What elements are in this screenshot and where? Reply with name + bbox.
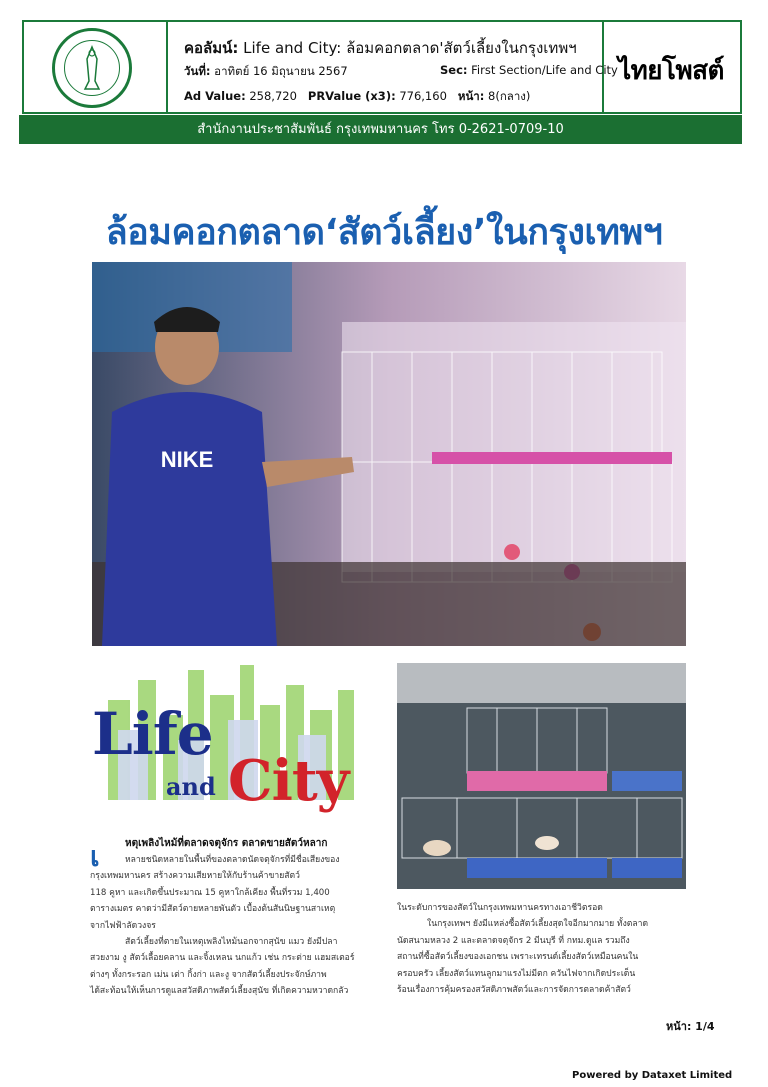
article-line: ต่างๆ ทั้งกระรอก เม่น เต่า กิ้งก่า และงู จากสัตว์เลี้ยงประจักษ์ภาพ: [90, 969, 327, 980]
section-info: [440, 63, 618, 77]
article-line: สัตว์เลี้ยงที่ตายในเหตุเพลิงไหม้นอกจากสุนัข แมว ยังมีปลา: [125, 937, 338, 948]
page-number: หน้า: 1/4: [666, 1020, 715, 1033]
pr-label: PRValue (x3):: [307, 89, 396, 103]
article-line: กรุงเทพมหานคร สร้างความเสียหายให้กับร้านค้าขายสัตว์: [90, 871, 300, 882]
publication-brand-cell: [602, 22, 740, 112]
sec-label: Sec:: [440, 63, 468, 77]
sec-value: First Section/Life and City: [471, 63, 618, 77]
article-lead: หตุเพลิงไหม้ที่ตลาดจตุจักร ตลาดขายสัตว์หลาก: [125, 838, 328, 849]
bma-logo-cell: [24, 22, 168, 112]
publication-brand: ไทยโพสต์: [618, 56, 724, 86]
life-and-city-logo: [88, 660, 384, 820]
logo-city-text: City: [228, 748, 349, 814]
clipping-info: [166, 22, 618, 112]
logo-life-text: Life: [92, 700, 213, 768]
column-label: คอลัมน์:: [184, 39, 239, 57]
article-line: ร้อนเรื่องการคุ้มครองสวัสดิภาพสัตว์และการจัดการตลาดค้าสัตว์: [397, 985, 631, 996]
article-dropcap: เ: [90, 840, 100, 873]
article-line: ในกรุงเทพฯ ยังมีแหล่งซื้อสัตว์เลี้ยงสุดใจอีกมากมาย ทั้งตลาด: [427, 919, 649, 930]
powered-by-footer: Powered by Dataxet Limited: [572, 1070, 733, 1081]
article-line: ตารางเมตร คาดว่ามีสัตว์ตายหลายพันตัว เบื้องต้นสันนิษฐานสาเหตุ: [90, 904, 336, 915]
article-line: สวยงาม งู สัตว์เลื้อยคลาน และจิ้งเหลน นกแก้ว เช่น กระต่าย แฮมสเตอร์: [90, 953, 355, 964]
article-line: 118 คูหา และเกิดขึ้นประมาณ 15 คูหาใกล้เคียง พื้นที่รวม 1,400: [90, 887, 330, 898]
column-title: Life and City: ล้อมคอกตลาด'สัตว์เลี้ยงในกรุงเทพฯ: [243, 39, 577, 57]
office-bar: สำนักงานประชาสัมพันธ์ กรุงเทพมหานคร โทร 0-2621-0709-10: [19, 115, 742, 144]
main-photo: [92, 262, 686, 646]
article-line: จากไฟฟ้าลัดวงจร: [90, 920, 156, 931]
date-value: อาทิตย์ 16 มิถุนายน 2567: [214, 64, 348, 78]
clipping-header: [22, 20, 742, 114]
date-line: [184, 63, 618, 81]
secondary-photo: [397, 663, 686, 889]
value-line: [184, 88, 530, 106]
headline: ล้อมคอกตลาด‘สัตว์เลี้ยง’ในกรุงเทพฯ: [105, 212, 663, 253]
ad-value: 258,720: [249, 89, 297, 103]
article-column-left: [90, 852, 390, 1000]
logo-and-text: and: [166, 772, 216, 801]
ad-label: Ad Value:: [184, 89, 246, 103]
article-line: นัดสนามหลวง 2 และตลาดจตุจักร 2 มีนบุรี ที่ กทม.ดูแล รวมถึง: [397, 935, 630, 946]
column-line: [184, 36, 577, 60]
article-line: สถานที่ซื้อสัตว์เลี้ยงของเอกชน เพราะเทรนด์เลี้ยงสัตว์เหมือนคนใน: [397, 952, 639, 963]
bma-seal-icon: [52, 28, 132, 108]
article-line: หลายชนิดหลายในพื้นที่ของตลาดนัดจตุจักรที่มีชื่อเสียงของ: [125, 855, 340, 865]
article-column-right: [397, 900, 687, 998]
article-line: ได้สะท้อนให้เห็นการดูแลสวัสดิภาพสัตว์เลี้ยงสุนัข ที่เกิดความหวาดกลัว: [90, 986, 349, 997]
date-label: วันที่:: [184, 64, 211, 78]
page-value: 8(กลาง): [488, 89, 531, 103]
pr-value: 776,160: [399, 89, 447, 103]
article-line: ครอบครัว เลี้ยงสัตว์แทนลูกมาแรงไม่มีตก ควันไฟจากเกิดประเด็น: [397, 968, 636, 979]
article-line: ในระดับการของสัตว์ในกรุงเทพมหานครทางเอาชีวิตรอด: [397, 903, 603, 913]
page-label: หน้า:: [457, 89, 485, 103]
svg-text:NIKE: NIKE: [160, 447, 214, 472]
